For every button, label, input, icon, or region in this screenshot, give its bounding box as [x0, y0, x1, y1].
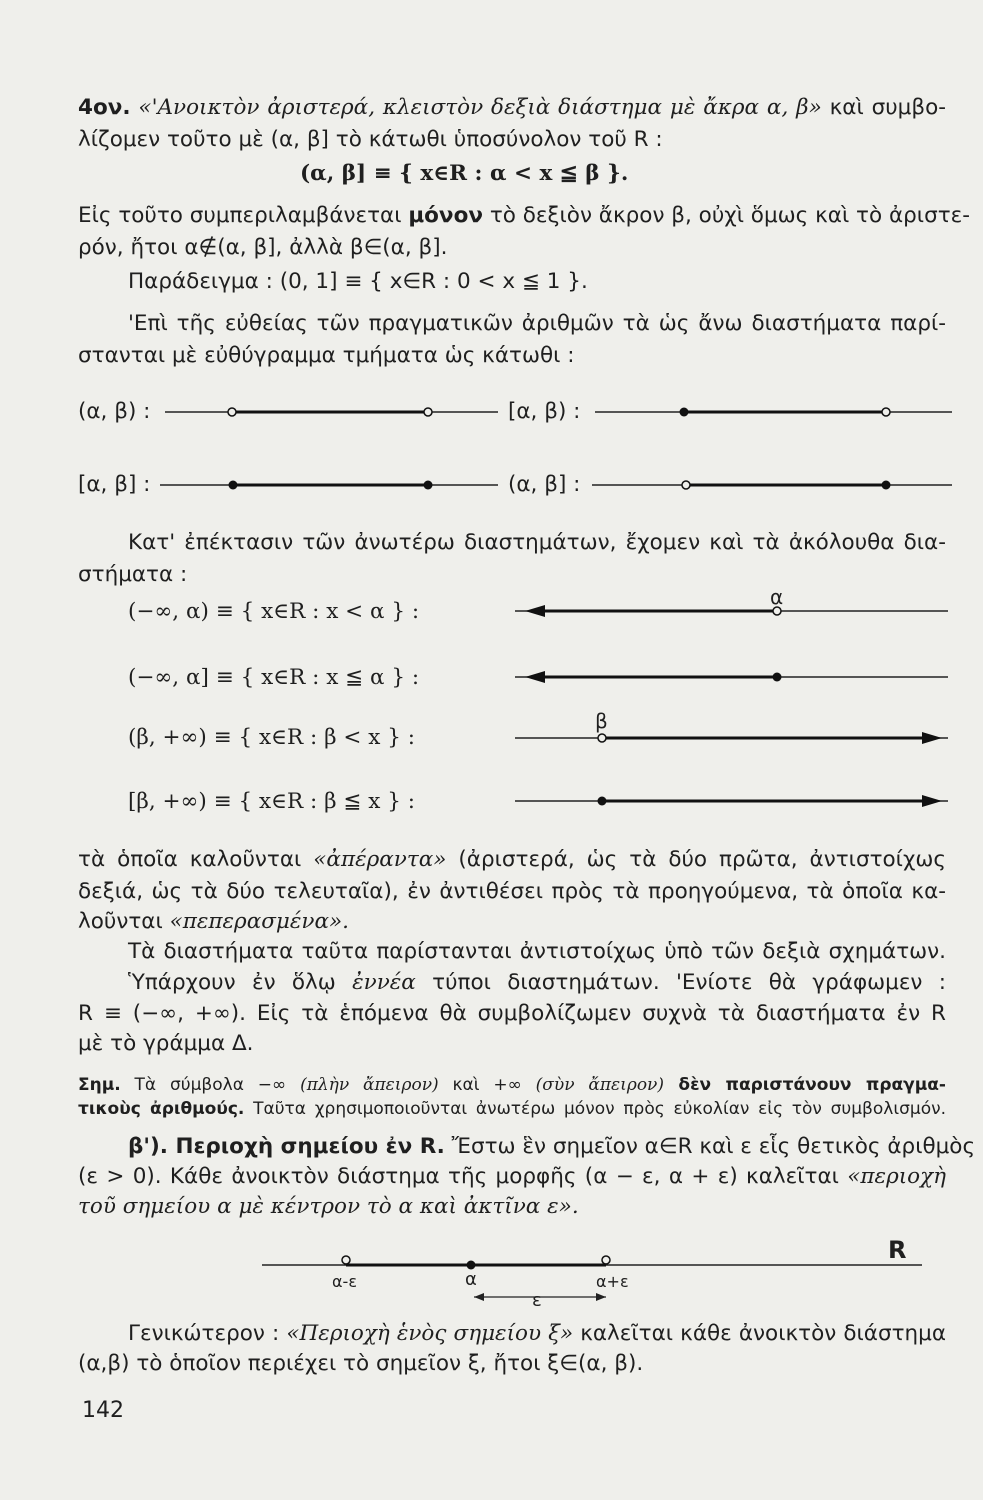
interval-closed-label: [α, β] : — [78, 472, 151, 497]
para4-tail: καὶ συμβο- — [829, 95, 946, 120]
para4-line1 — [78, 92, 946, 124]
ext-line2: στήματα : — [78, 562, 188, 587]
inf-line1 — [78, 844, 946, 876]
inf-line3 — [78, 906, 946, 938]
para4-l4b: μόνον — [408, 203, 483, 228]
inf-l5b: ἐννέα — [352, 970, 416, 995]
nbh-fig-axis: R — [888, 1236, 907, 1264]
ext-line1: Κατ' ἐπέκτασιν τῶν ἀνωτέρω διαστημάτων, ἔχομεν καὶ τὰ ἀκόλουθα δια- — [128, 530, 946, 555]
para4-example: Παράδειγμα : (0, 1] ≡ { x∈R : 0 < x ≦ 1 }. — [128, 269, 588, 294]
ext-row3-label: β — [595, 709, 608, 733]
ext-row1-label: α — [770, 585, 784, 609]
para4-head: 4ον. — [78, 95, 131, 120]
inf-l1b: «ἀπέραντα» — [313, 847, 447, 872]
interval-opcl-label: (α, β] : — [508, 472, 581, 497]
note-l1d: καὶ +∞ — [438, 1075, 536, 1095]
nbh-l2b: «περιοχὴ — [847, 1164, 946, 1189]
nbh-line3: τοῦ σημείου α μὲ κέντρον τὸ α καὶ ἀκτῖνα ε». — [78, 1194, 579, 1219]
interval-clopen-label: [α, β) : — [508, 399, 581, 424]
para4-quote: «'Ανοικτὸν ἀριστερά, κλειστὸν δεξιὰ διάστημα μὲ ἄκρα α, β» — [138, 95, 822, 120]
para4-line8: στανται μὲ εὐθύγραμμα τμήματα ὡς κάτωθι : — [78, 343, 575, 368]
ext-row2-formula: (−∞, α] ≡ { x∈R : x ≦ α } : — [128, 665, 420, 690]
inf-l3b: «πεπερασμένα». — [169, 909, 349, 934]
note-line1 — [78, 1072, 946, 1098]
note-l1e: (σὺν ἄπειρον) — [535, 1075, 665, 1095]
ext-row3-formula: (β, +∞) ≡ { x∈R : β < x } : — [128, 725, 415, 750]
para4-l4a: Εἰς τοῦτο συμπεριλαμβάνεται — [78, 203, 409, 228]
inf-l5c: τύποι διαστημάτων. 'Ενίοτε θὰ γράφωμεν : — [415, 970, 946, 995]
inf-line6: R ≡ (−∞, +∞). Εἰς τὰ ἑπόμενα θὰ συμβολίζωμεν συχνὰ τὰ διαστήματα ἐν R — [78, 1001, 946, 1026]
nbh-fig-left: α-ε — [332, 1272, 357, 1291]
para4-l4c: τὸ δεξιὸν ἄκρον β, οὐχὶ ὅμως καὶ τὸ ἀριστε- — [483, 203, 971, 228]
note-l1a: Σημ. — [78, 1075, 121, 1095]
inf-l1a: τὰ ὁποῖα καλοῦνται — [78, 847, 314, 872]
note-l2b: Ταῦτα χρησιμοποιοῦνται ἀνωτέρω μόνον πρὸς εὐκολίαν εἰς τὸν συμβολισμόν. — [244, 1099, 947, 1119]
inf-line5 — [128, 967, 946, 999]
nbh-general-2: (α,β) τὸ ὁποῖον περιέχει τὸ σημεῖον ξ, ἤτοι ξ∈(α, β). — [78, 1351, 644, 1376]
inf-l3a: λοῦνται — [78, 909, 170, 934]
para4-line7: 'Επὶ τῆς εὐθείας τῶν πραγματικῶν ἀριθμῶν τὰ ὡς ἄνω διαστήματα παρί- — [128, 311, 946, 336]
inf-line4: Τὰ διαστήματα ταῦτα παρίστανται ἀντιστοίχως ὑπὸ τῶν δεξιὰ σχημάτων. — [128, 939, 946, 964]
interval-open-label: (α, β) : — [78, 399, 151, 424]
note-line2 — [78, 1096, 946, 1122]
inf-l5a: Ὑπάρχουν ἐν ὅλῳ — [128, 970, 353, 995]
note-l1c: (πλὴν ἄπειρον) — [300, 1075, 439, 1095]
note-l1f: δὲν παριστάνουν πραγμα- — [664, 1075, 946, 1095]
inf-line2: δεξιά, ὡς τὰ δύο τελευταῖα), ἐν ἀντιθέσει πρὸς τὰ προηγούμενα, τὰ ὁποῖα κα- — [78, 879, 946, 904]
para4-formula: (α, β] ≡ { x∈R : α < x ≦ β }. — [300, 161, 629, 186]
ext-row1-formula: (−∞, α) ≡ { x∈R : x < α } : — [128, 599, 420, 624]
nbh-fig-right: α+ε — [596, 1272, 629, 1291]
page-number: 142 — [82, 1398, 124, 1423]
nbh-l1a: β'). Περιοχὴ σημείου ἐν R. — [128, 1134, 445, 1159]
para4-line5: ρόν, ἤτοι α∉(α, β], ἀλλὰ β∈(α, β]. — [78, 235, 448, 260]
nbh-g1a: Γενικώτερον : — [128, 1321, 287, 1346]
nbh-fig-radius: ε — [532, 1290, 542, 1311]
nbh-l2a: (ε > 0). Κάθε ἀνοικτὸν διάστημα τῆς μορφῆς (α − ε, α + ε) καλεῖται — [78, 1164, 848, 1189]
para4-line4 — [78, 200, 971, 232]
note-l2a: τικοὺς ἀριθμούς. — [78, 1099, 245, 1119]
nbh-g1b: «Περιοχὴ ἑνὸς σημείου ξ» — [286, 1321, 574, 1346]
nbh-fig-center: α — [465, 1269, 477, 1290]
ext-row4-formula: [β, +∞) ≡ { x∈R : β ≦ x } : — [128, 789, 415, 814]
nbh-line2 — [78, 1161, 946, 1193]
nbh-g1c: καλεῖται κάθε ἀνοικτὸν διάστημα — [573, 1321, 947, 1346]
inf-line7: μὲ τὸ γράμμα Δ. — [78, 1031, 254, 1056]
para4-line2: λίζομεν τοῦτο μὲ (α, β] τὸ κάτωθι ὑποσύνολον τοῦ R : — [78, 127, 663, 152]
nbh-line1 — [128, 1131, 976, 1163]
nbh-general-1 — [128, 1318, 946, 1350]
nbh-l1b: Ἔστω ἓν σημεῖον α∈R καὶ ε εἷς θετικὸς ἀριθμὸς — [444, 1134, 976, 1159]
inf-l1c: (ἀριστερά, ὡς τὰ δύο πρῶτα, ἀντιστοίχως — [446, 847, 947, 872]
note-l1b: Τὰ σύμβολα −∞ — [120, 1075, 301, 1095]
